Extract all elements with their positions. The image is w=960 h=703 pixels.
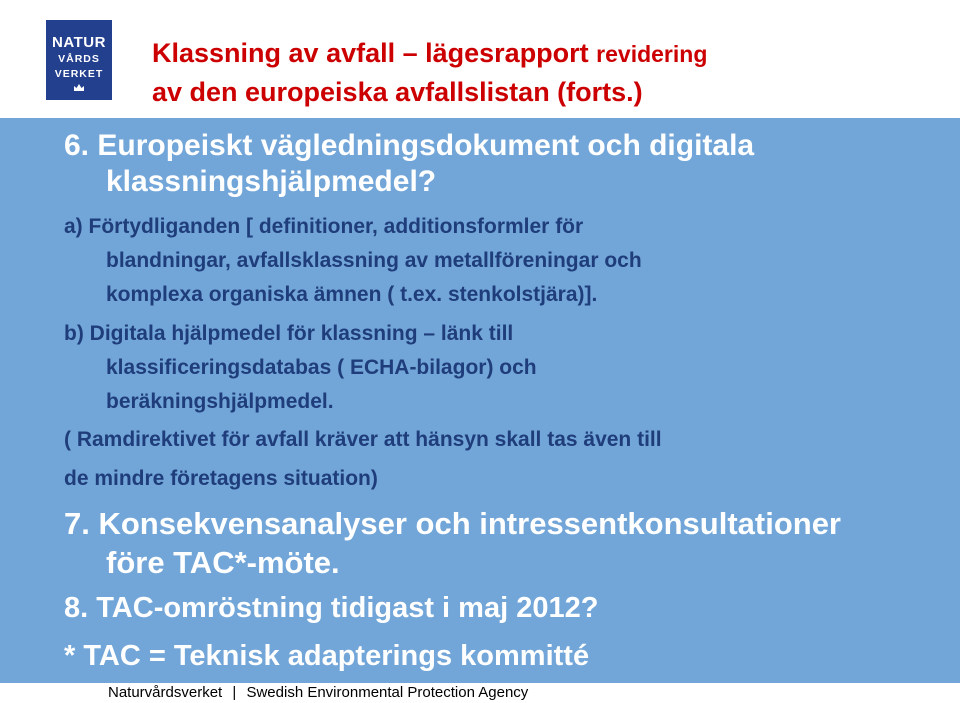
- item8: 8. TAC-omröstning tidigast i maj 2012?: [64, 592, 599, 624]
- logo-line1: NATUR: [52, 34, 106, 51]
- item6-line2: klassningshjälpmedel?: [106, 165, 437, 198]
- crown-icon: [73, 83, 85, 92]
- footer-org-en: Swedish Environmental Protection Agency: [246, 684, 529, 701]
- item7-line2: före TAC*-möte.: [106, 545, 340, 580]
- note-line2: de mindre företagens situation): [64, 467, 378, 490]
- title-part2: av den europeiska avfallslistan (forts.): [152, 77, 643, 107]
- item-b-line1: b) Digitala hjälpmedel för klassning – länk till: [64, 322, 514, 345]
- item-a-line3: komplexa organiska ämnen ( t.ex. stenkolstjära)].: [106, 283, 598, 306]
- footer-separator: |: [232, 684, 237, 701]
- item-b-line3: beräkningshjälpmedel.: [106, 390, 334, 413]
- footer: [108, 683, 908, 703]
- item-a-line2: blandningar, avfallsklassning av metallföreningar och: [106, 249, 642, 272]
- slide-title: [152, 34, 940, 111]
- logo-line3: VERKET: [54, 68, 104, 80]
- title-part1: Klassning av avfall – lägesrapport: [152, 38, 597, 68]
- naturvardsverket-logo: [46, 20, 112, 100]
- item7-line1: 7. Konsekvensanalyser och intressentkonsultationer: [64, 506, 841, 541]
- item6-line1: 6. Europeiskt vägledningsdokument och digitala: [64, 129, 755, 162]
- footer-org: Naturvårdsverket: [108, 684, 223, 701]
- item-b-line2: klassificeringsdatabas ( ECHA-bilagor) och: [106, 356, 537, 379]
- logo-line2: VÅRDS: [58, 53, 100, 65]
- title-part1b: revidering: [596, 41, 708, 67]
- footnote-tac: * TAC = Teknisk adapterings kommitté: [64, 640, 590, 672]
- note-line1: ( Ramdirektivet för avfall kräver att hänsyn skall tas även till: [64, 428, 662, 451]
- item-a-line1: a) Förtydliganden [ definitioner, additionsformler för: [64, 215, 584, 238]
